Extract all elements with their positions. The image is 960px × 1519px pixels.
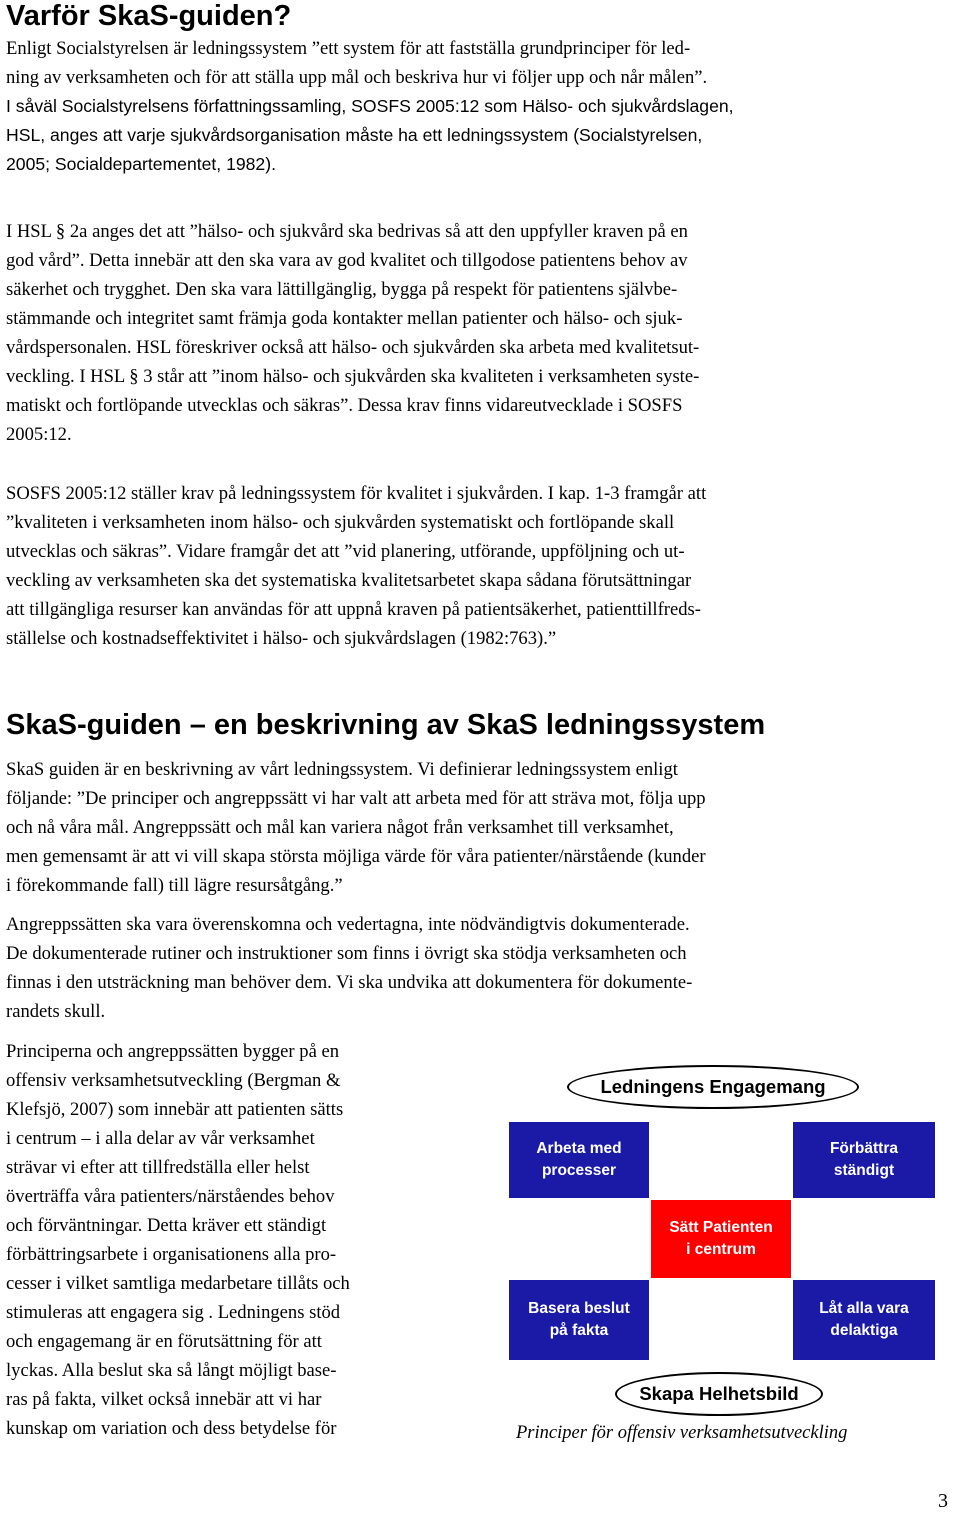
paragraph-skas-guide — [6, 755, 706, 900]
text-line: i förekommande fall) till lägre resursåtgång.” — [6, 875, 343, 896]
text-line: förbättringsarbete i organisationens alla pro- — [6, 1244, 337, 1265]
text-line: Klefsjö, 2007) som innebär att patienten sätts — [6, 1099, 344, 1120]
text-line: kunskap om variation och dess betydelse för — [6, 1418, 337, 1439]
text-line: Angreppssätten ska vara överenskomna och vedertagna, inte nödvändigtvis dokumenterade. — [6, 914, 690, 935]
page-number: 3 — [938, 1490, 948, 1512]
text-line: säkerhet och trygghet. Den ska vara lättillgänglig, bygga på respekt för patientens självbe- — [6, 279, 678, 300]
text-line: följande: ”De principer och angreppssätt vi har valt att arbeta med för att sträva mot, följa upp — [6, 788, 706, 809]
principles-diagram — [500, 1060, 950, 1460]
paragraph-sosfs — [6, 479, 706, 653]
box-improve: Förbättra ständigt — [793, 1122, 935, 1198]
text-line: strävar vi efter att tillfredställa eller helst — [6, 1157, 310, 1178]
text-line: Enligt Socialstyrelsen är ledningssystem ”ett system för att fastställa grundprinciper för led- — [6, 38, 691, 59]
paragraph-definition — [6, 34, 734, 179]
text-line: offensiv verksamhetsutveckling (Bergman & — [6, 1070, 341, 1091]
text-line: och nå våra mål. Angreppssätt och mål kan variera något från verksamhet till verksamhet, — [6, 817, 674, 838]
top-oval-label: Ledningens Engagemang — [600, 1076, 826, 1097]
text-line: matiskt och fortlöpande utvecklas och säkras”. Dessa krav finns vidareutvecklade i SOSFS — [6, 395, 683, 416]
text-line: men gemensamt är att vi vill skapa största möjliga värde för våra patienter/närstående (kunder — [6, 846, 706, 867]
text-line: och förväntningar. Detta kräver ett ständigt — [6, 1215, 327, 1236]
text-line: 2005:12. — [6, 424, 72, 445]
box-participation: Låt alla vara delaktiga — [793, 1280, 935, 1360]
text-line: 2005; Socialdepartementet, 1982). — [6, 154, 276, 174]
text-line: att tillgängliga resurser kan användas för att uppnå kraven på patientsäkerhet, patienttillfreds- — [6, 599, 701, 620]
page-heading: Varför SkaS-guiden? — [6, 0, 292, 32]
text-line: och engagemang är en förutsättning för att — [6, 1331, 322, 1352]
box-patient-center: Sätt Patienten i centrum — [651, 1200, 791, 1278]
text-line: ställelse och kostnadseffektivitet i hälso- och sjukvårdslagen (1982:763).” — [6, 628, 557, 649]
text-line: vårdspersonalen. HSL föreskriver också att hälso- och sjukvården ska arbeta med kvalitetsut- — [6, 337, 700, 358]
text-line: veckling. I HSL § 3 står att ”inom hälso- och sjukvården ska kvaliteten i verksamheten syste- — [6, 366, 700, 387]
text-line: HSL, anges att varje sjukvårdsorganisation måste ha ett ledningssystem (Socialstyrelsen, — [6, 125, 703, 145]
paragraph-hsl — [6, 217, 699, 449]
text-line: ”kvaliteten i verksamheten inom hälso- och sjukvården systematiskt och fortlöpande skall — [6, 512, 675, 533]
box-facts: Basera beslut på fakta — [509, 1280, 649, 1360]
text-line: cesser i vilket samtliga medarbetare tillåts och — [6, 1273, 350, 1294]
text-line: De dokumenterade rutiner och instruktioner som finns i övrigt ska stödja verksamheten och — [6, 943, 687, 964]
text-line: SkaS guiden är en beskrivning av vårt ledningssystem. Vi definierar ledningssystem enligt — [6, 759, 678, 780]
text-line: finnas i den utsträckning man behöver dem. Vi ska undvika att dokumentera för dokumente- — [6, 972, 693, 993]
diagram-caption: Principer för offensiv verksamhetsutveckling — [516, 1423, 848, 1443]
text-line: Principerna och angreppssätten bygger på en — [6, 1041, 340, 1062]
bottom-oval — [615, 1372, 823, 1416]
text-line: lyckas. Alla beslut ska så långt möjligt base- — [6, 1360, 337, 1381]
text-line: I såväl Socialstyrelsens författningssamling, SOSFS 2005:12 som Hälso- och sjukvårdslagen, — [6, 96, 734, 116]
text-line: överträffa våra patienters/närståendes behov — [6, 1186, 335, 1207]
text-line: i centrum – i alla delar av vår verksamhet — [6, 1128, 315, 1149]
box-processes: Arbeta med processer — [509, 1122, 649, 1198]
bottom-oval-label: Skapa Helhetsbild — [639, 1383, 799, 1404]
text-line: stimuleras att engagera sig . Ledningens stöd — [6, 1302, 341, 1323]
section-heading: SkaS-guiden – en beskrivning av SkaS ledningssystem — [6, 709, 766, 741]
text-line: ras på fakta, vilket också innebär att vi har — [6, 1389, 322, 1410]
text-line: SOSFS 2005:12 ställer krav på ledningssystem för kvalitet i sjukvården. I kap. 1-3 framgår att — [6, 483, 707, 504]
paragraph-angreppssatt — [6, 910, 692, 1026]
text-line: ning av verksamheten och för att ställa upp mål och beskriva hur vi följer upp och når målen”. — [6, 67, 708, 88]
paragraph-principles — [6, 1037, 350, 1443]
text-line: stämmande och integritet samt främja goda kontakter mellan patienter och hälso- och sjuk- — [6, 308, 683, 329]
text-line: randets skull. — [6, 1001, 106, 1022]
text-line: I HSL § 2a anges det att ”hälso- och sjukvård ska bedrivas så att den uppfyller kraven på en — [6, 221, 688, 242]
text-line: utvecklas och säkras”. Vidare framgår det att ”vid planering, utförande, uppföljning och ut- — [6, 541, 685, 562]
top-oval — [567, 1065, 859, 1109]
text-line: god vård”. Detta innebär att den ska vara av god kvalitet och tillgodose patientens behov av — [6, 250, 688, 271]
text-line: veckling av verksamheten ska det systematiska kvalitetsarbetet skapa sådana förutsättningar — [6, 570, 692, 591]
